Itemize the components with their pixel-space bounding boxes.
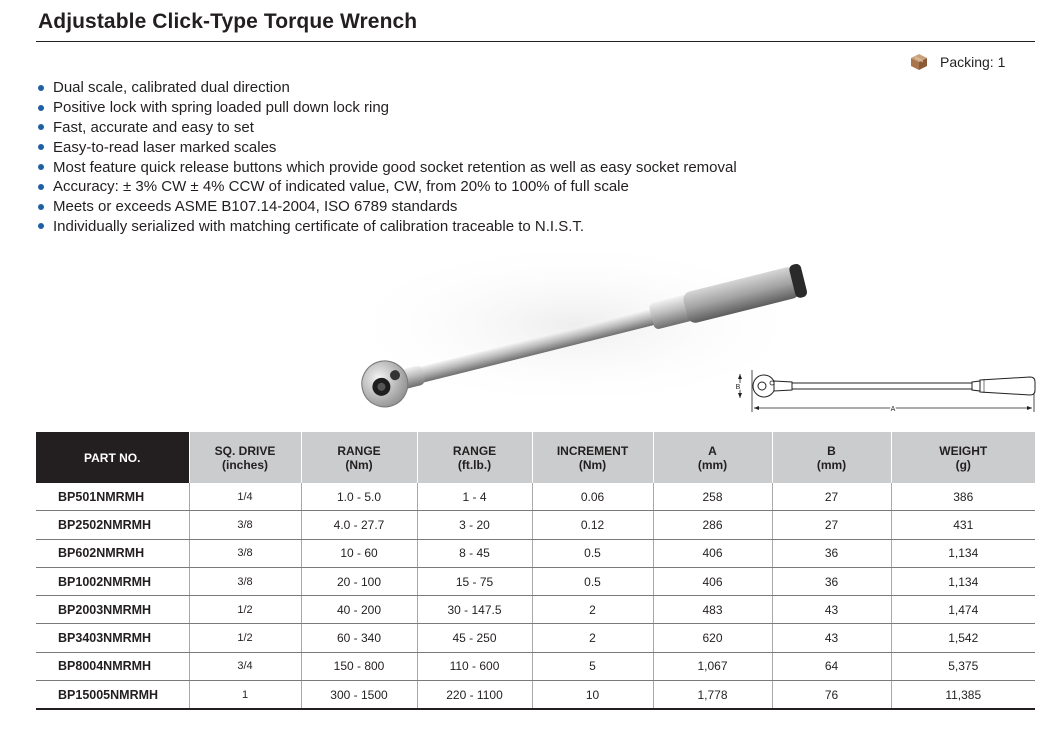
bullet-icon [38,164,44,170]
table-row: BP2003NMRMH 1/2 40 - 200 30 - 147.5 2 483 43 1,474 [36,596,1035,624]
bullet-icon [38,144,44,150]
box-icon [910,53,928,71]
header-part-no: PART NO. [36,432,189,483]
feature-item: Accuracy: ± 3% CW ± 4% CCW of indicated value, CW, from 20% to 100% of full scale [38,177,737,197]
bullet-icon [38,184,44,190]
dimension-diagram [722,364,1042,424]
header-b: B (mm) [772,432,891,483]
dimension-b-label: B [735,384,741,391]
header-sq-drive: SQ. DRIVE (inches) [189,432,301,483]
table-row: BP15005NMRMH 1 300 - 1500 220 - 1100 10 1,778 76 11,385 [36,681,1035,710]
packing-info [910,52,1005,72]
header-increment: INCREMENT (Nm) [532,432,653,483]
table-row: BP8004NMRMH 3/4 150 - 800 110 - 600 5 1,067 64 5,375 [36,652,1035,680]
bullet-icon [38,223,44,229]
feature-item: Fast, accurate and easy to set [38,118,737,138]
feature-item: Easy-to-read laser marked scales [38,137,737,157]
header-range-ftlb: RANGE (ft.lb.) [417,432,532,483]
feature-list [38,78,737,236]
feature-item: Most feature quick release buttons which provide good socket retention as well as easy socket removal [38,157,737,177]
header-range-nm: RANGE (Nm) [301,432,417,483]
table-header-row [36,432,1035,483]
table-row: BP2502NMRMH 3/8 4.0 - 27.7 3 - 20 0.12 286 27 431 [36,511,1035,539]
table-row: BP3403NMRMH 1/2 60 - 340 45 - 250 2 620 43 1,542 [36,624,1035,652]
feature-item: Positive lock with spring loaded pull down lock ring [38,98,737,118]
feature-item: Meets or exceeds ASME B107.14-2004, ISO 6789 standards [38,197,737,217]
bullet-icon [38,204,44,210]
feature-item: Dual scale, calibrated dual direction [38,78,737,98]
bullet-icon [38,105,44,111]
spec-table [36,432,1035,710]
packing-label: Packing: 1 [940,54,1006,70]
feature-item: Individually serialized with matching certificate of calibration traceable to N.I.S.T. [38,217,737,237]
header-weight: WEIGHT (g) [891,432,1035,483]
table-row: BP602NMRMH 3/8 10 - 60 8 - 45 0.5 406 36 1,134 [36,539,1035,567]
table-row: BP501NMRMH 1/4 1.0 - 5.0 1 - 4 0.06 258 27 386 [36,483,1035,511]
bullet-icon [38,124,44,130]
title-divider [36,41,1035,42]
header-a: A (mm) [653,432,772,483]
dimension-a-label: A [890,406,896,413]
page-title: Adjustable Click-Type Torque Wrench [38,10,418,33]
bullet-icon [38,85,44,91]
table-row: BP1002NMRMH 3/8 20 - 100 15 - 75 0.5 406 36 1,134 [36,567,1035,595]
